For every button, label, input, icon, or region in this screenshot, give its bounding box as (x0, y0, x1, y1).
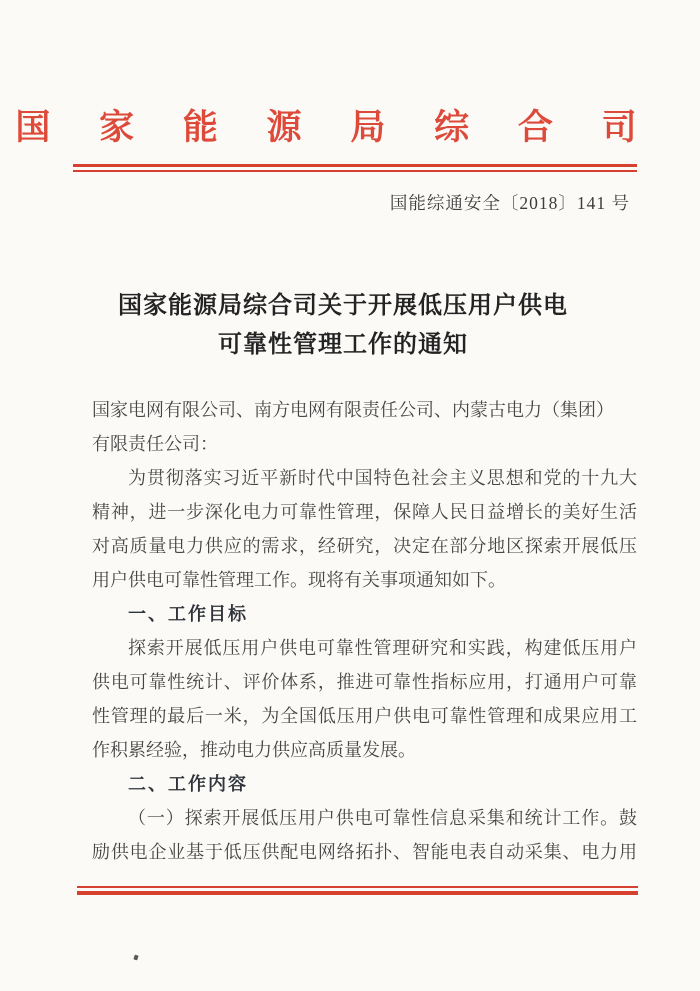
document-title-line1: 国家能源局综合司关于开展低压用户供电 (118, 293, 568, 319)
footer-rule-thick (77, 891, 638, 895)
header-rule-thick (73, 164, 637, 167)
header-rule-thin (73, 170, 637, 172)
body-line: 为贯彻落实习近平新时代中国特色社会主义思想和党的十九大 (128, 468, 637, 488)
document-body (92, 393, 637, 869)
body-line: 作积累经验，推动电力供应高质量发展。 (92, 740, 416, 760)
body-line: 供电可靠性统计、评价体系，推进可靠性指标应用，打通用户可靠 (92, 672, 637, 692)
document-title-line2: 可靠性管理工作的通知 (218, 332, 468, 358)
document-title (0, 287, 686, 365)
section-heading: 二、工作内容 (128, 774, 248, 794)
body-line: 用户供电可靠性管理工作。现将有关事项通知如下。 (92, 570, 506, 590)
body-line: 性管理的最后一米，为全国低压用户供电可靠性管理和成果应用工 (92, 706, 637, 726)
body-line: 国家电网有限公司、南方电网有限责任公司、内蒙古电力（集团） (92, 400, 614, 420)
body-line: （一）探索开展低压用户供电可靠性信息采集和统计工作。鼓 (128, 808, 637, 828)
letterhead-title: 国 家 能 源 局 综 合 司 (15, 108, 657, 147)
document-number: 国能综通安全〔2018〕141 号 (389, 193, 630, 213)
body-line: 有限责任公司： (92, 434, 218, 454)
section-heading: 一、工作目标 (128, 604, 248, 624)
body-line: 精神，进一步深化电力可靠性管理，保障人民日益增长的美好生活 (92, 502, 637, 522)
body-line: 励供电企业基于低压供配电网络拓扑、智能电表自动采集、电力用 (92, 842, 637, 862)
body-line: 探索开展低压用户供电可靠性管理研究和实践，构建低压用户 (128, 638, 637, 658)
body-line: 对高质量电力供应的需求，经研究，决定在部分地区探索开展低压 (92, 536, 637, 556)
footer-rule-thin (77, 886, 638, 888)
scan-speck (133, 955, 138, 961)
